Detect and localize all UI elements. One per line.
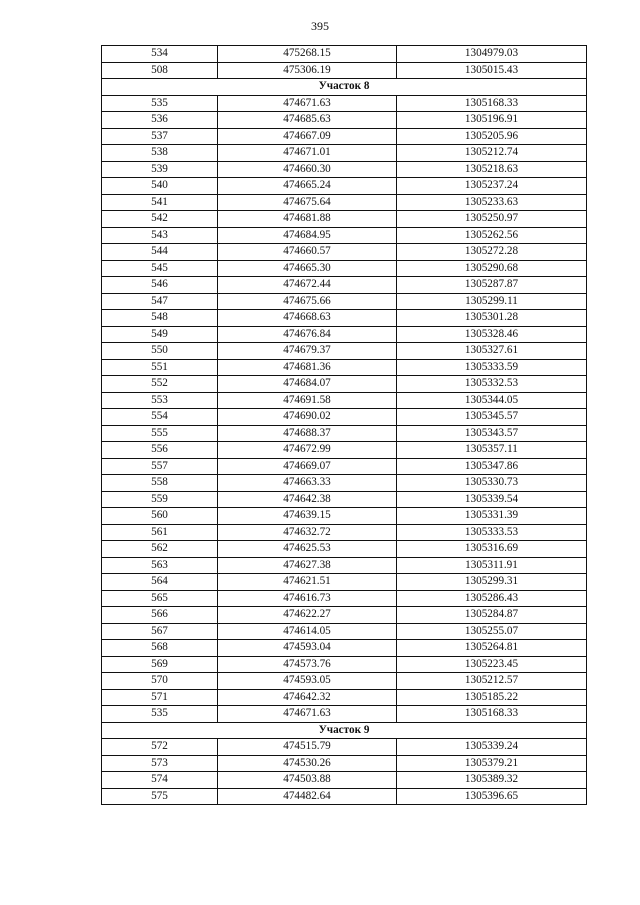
table-row — [102, 112, 587, 129]
point-number-cell: 547 — [102, 293, 218, 310]
table-row — [102, 673, 587, 690]
y-coordinate-cell: 1305284.87 — [397, 607, 587, 624]
table-row — [102, 145, 587, 162]
x-coordinate-cell: 474503.88 — [218, 772, 397, 789]
table-row — [102, 260, 587, 277]
table-row — [102, 739, 587, 756]
table-row — [102, 277, 587, 294]
x-coordinate-cell: 474614.05 — [218, 623, 397, 640]
x-coordinate-cell: 475306.19 — [218, 62, 397, 79]
table-row — [102, 788, 587, 805]
y-coordinate-cell: 1305250.97 — [397, 211, 587, 228]
table-row — [102, 310, 587, 327]
x-coordinate-cell: 474691.58 — [218, 392, 397, 409]
point-number-cell: 534 — [102, 46, 218, 63]
x-coordinate-cell: 474530.26 — [218, 755, 397, 772]
point-number-cell: 535 — [102, 706, 218, 723]
table-row — [102, 343, 587, 360]
y-coordinate-cell: 1305316.69 — [397, 541, 587, 558]
table-row — [102, 227, 587, 244]
x-coordinate-cell: 474669.07 — [218, 458, 397, 475]
y-coordinate-cell: 1305264.81 — [397, 640, 587, 657]
section-header-row — [102, 79, 587, 96]
table-row — [102, 194, 587, 211]
table-row — [102, 409, 587, 426]
x-coordinate-cell: 474593.04 — [218, 640, 397, 657]
point-number-cell: 560 — [102, 508, 218, 525]
point-number-cell: 571 — [102, 689, 218, 706]
y-coordinate-cell: 1305196.91 — [397, 112, 587, 129]
x-coordinate-cell: 474515.79 — [218, 739, 397, 756]
x-coordinate-cell: 474573.76 — [218, 656, 397, 673]
table-row — [102, 46, 587, 63]
page-number: 395 — [311, 19, 329, 33]
point-number-cell: 548 — [102, 310, 218, 327]
y-coordinate-cell: 1305287.87 — [397, 277, 587, 294]
x-coordinate-cell: 474665.24 — [218, 178, 397, 195]
y-coordinate-cell: 1305332.53 — [397, 376, 587, 393]
point-number-cell: 535 — [102, 95, 218, 112]
y-coordinate-cell: 1305311.91 — [397, 557, 587, 574]
point-number-cell: 543 — [102, 227, 218, 244]
x-coordinate-cell: 475268.15 — [218, 46, 397, 63]
x-coordinate-cell: 474660.30 — [218, 161, 397, 178]
y-coordinate-cell: 1305168.33 — [397, 706, 587, 723]
y-coordinate-cell: 1305301.28 — [397, 310, 587, 327]
x-coordinate-cell: 474684.07 — [218, 376, 397, 393]
point-number-cell: 565 — [102, 590, 218, 607]
x-coordinate-cell: 474625.53 — [218, 541, 397, 558]
y-coordinate-cell: 1305331.39 — [397, 508, 587, 525]
point-number-cell: 536 — [102, 112, 218, 129]
x-coordinate-cell: 474676.84 — [218, 326, 397, 343]
y-coordinate-cell: 1305339.54 — [397, 491, 587, 508]
x-coordinate-cell: 474672.44 — [218, 277, 397, 294]
y-coordinate-cell: 1305237.24 — [397, 178, 587, 195]
point-number-cell: 550 — [102, 343, 218, 360]
x-coordinate-cell: 474690.02 — [218, 409, 397, 426]
y-coordinate-cell: 1304979.03 — [397, 46, 587, 63]
section-title: Участок 9 — [102, 722, 587, 739]
y-coordinate-cell: 1305333.53 — [397, 524, 587, 541]
section-title: Участок 8 — [102, 79, 587, 96]
point-number-cell: 542 — [102, 211, 218, 228]
x-coordinate-cell: 474667.09 — [218, 128, 397, 145]
section-header-row — [102, 722, 587, 739]
table-row — [102, 442, 587, 459]
table-row — [102, 640, 587, 657]
table-row — [102, 178, 587, 195]
x-coordinate-cell: 474622.27 — [218, 607, 397, 624]
x-coordinate-cell: 474668.63 — [218, 310, 397, 327]
y-coordinate-cell: 1305327.61 — [397, 343, 587, 360]
point-number-cell: 557 — [102, 458, 218, 475]
y-coordinate-cell: 1305344.05 — [397, 392, 587, 409]
x-coordinate-cell: 474671.01 — [218, 145, 397, 162]
point-number-cell: 539 — [102, 161, 218, 178]
point-number-cell: 564 — [102, 574, 218, 591]
x-coordinate-cell: 474681.88 — [218, 211, 397, 228]
table-row — [102, 491, 587, 508]
table-row — [102, 244, 587, 261]
table-row — [102, 541, 587, 558]
y-coordinate-cell: 1305272.28 — [397, 244, 587, 261]
point-number-cell: 556 — [102, 442, 218, 459]
table-row — [102, 508, 587, 525]
x-coordinate-cell: 474675.64 — [218, 194, 397, 211]
point-number-cell: 573 — [102, 755, 218, 772]
table-row — [102, 706, 587, 723]
point-number-cell: 540 — [102, 178, 218, 195]
y-coordinate-cell: 1305212.57 — [397, 673, 587, 690]
table-row — [102, 772, 587, 789]
x-coordinate-cell: 474688.37 — [218, 425, 397, 442]
point-number-cell: 568 — [102, 640, 218, 657]
point-number-cell: 508 — [102, 62, 218, 79]
point-number-cell: 538 — [102, 145, 218, 162]
x-coordinate-cell: 474660.57 — [218, 244, 397, 261]
table-row — [102, 755, 587, 772]
point-number-cell: 569 — [102, 656, 218, 673]
y-coordinate-cell: 1305168.33 — [397, 95, 587, 112]
y-coordinate-cell: 1305357.11 — [397, 442, 587, 459]
x-coordinate-cell: 474671.63 — [218, 706, 397, 723]
y-coordinate-cell: 1305339.24 — [397, 739, 587, 756]
point-number-cell: 553 — [102, 392, 218, 409]
table-row — [102, 475, 587, 492]
table-row — [102, 161, 587, 178]
table-row — [102, 524, 587, 541]
table-row — [102, 458, 587, 475]
y-coordinate-cell: 1305205.96 — [397, 128, 587, 145]
point-number-cell: 559 — [102, 491, 218, 508]
y-coordinate-cell: 1305212.74 — [397, 145, 587, 162]
point-number-cell: 575 — [102, 788, 218, 805]
point-number-cell: 549 — [102, 326, 218, 343]
x-coordinate-cell: 474642.38 — [218, 491, 397, 508]
point-number-cell: 562 — [102, 541, 218, 558]
x-coordinate-cell: 474679.37 — [218, 343, 397, 360]
y-coordinate-cell: 1305299.11 — [397, 293, 587, 310]
x-coordinate-cell: 474593.05 — [218, 673, 397, 690]
x-coordinate-cell: 474684.95 — [218, 227, 397, 244]
table-row — [102, 590, 587, 607]
point-number-cell: 572 — [102, 739, 218, 756]
point-number-cell: 555 — [102, 425, 218, 442]
table-row — [102, 574, 587, 591]
y-coordinate-cell: 1305333.59 — [397, 359, 587, 376]
y-coordinate-cell: 1305255.07 — [397, 623, 587, 640]
x-coordinate-cell: 474621.51 — [218, 574, 397, 591]
y-coordinate-cell: 1305389.32 — [397, 772, 587, 789]
y-coordinate-cell: 1305223.45 — [397, 656, 587, 673]
table-row — [102, 359, 587, 376]
x-coordinate-cell: 474685.63 — [218, 112, 397, 129]
table-row — [102, 557, 587, 574]
y-coordinate-cell: 1305347.86 — [397, 458, 587, 475]
table-row — [102, 607, 587, 624]
y-coordinate-cell: 1305328.46 — [397, 326, 587, 343]
x-coordinate-cell: 474665.30 — [218, 260, 397, 277]
table-row — [102, 689, 587, 706]
table-row — [102, 656, 587, 673]
point-number-cell: 545 — [102, 260, 218, 277]
x-coordinate-cell: 474482.64 — [218, 788, 397, 805]
x-coordinate-cell: 474616.73 — [218, 590, 397, 607]
y-coordinate-cell: 1305396.65 — [397, 788, 587, 805]
point-number-cell: 567 — [102, 623, 218, 640]
x-coordinate-cell: 474671.63 — [218, 95, 397, 112]
y-coordinate-cell: 1305343.57 — [397, 425, 587, 442]
point-number-cell: 546 — [102, 277, 218, 294]
x-coordinate-cell: 474639.15 — [218, 508, 397, 525]
x-coordinate-cell: 474675.66 — [218, 293, 397, 310]
point-number-cell: 541 — [102, 194, 218, 211]
y-coordinate-cell: 1305345.57 — [397, 409, 587, 426]
y-coordinate-cell: 1305286.43 — [397, 590, 587, 607]
x-coordinate-cell: 474681.36 — [218, 359, 397, 376]
point-number-cell: 566 — [102, 607, 218, 624]
table-row — [102, 62, 587, 79]
x-coordinate-cell: 474663.33 — [218, 475, 397, 492]
point-number-cell: 544 — [102, 244, 218, 261]
coordinates-table — [101, 45, 587, 805]
point-number-cell: 554 — [102, 409, 218, 426]
point-number-cell: 561 — [102, 524, 218, 541]
y-coordinate-cell: 1305379.21 — [397, 755, 587, 772]
table-row — [102, 326, 587, 343]
point-number-cell: 552 — [102, 376, 218, 393]
table-row — [102, 128, 587, 145]
table-row — [102, 425, 587, 442]
table-row — [102, 293, 587, 310]
point-number-cell: 551 — [102, 359, 218, 376]
point-number-cell: 570 — [102, 673, 218, 690]
y-coordinate-cell: 1305330.73 — [397, 475, 587, 492]
x-coordinate-cell: 474627.38 — [218, 557, 397, 574]
point-number-cell: 537 — [102, 128, 218, 145]
table-row — [102, 392, 587, 409]
point-number-cell: 563 — [102, 557, 218, 574]
table-row — [102, 211, 587, 228]
table-row — [102, 623, 587, 640]
y-coordinate-cell: 1305015.43 — [397, 62, 587, 79]
table-row — [102, 95, 587, 112]
y-coordinate-cell: 1305233.63 — [397, 194, 587, 211]
y-coordinate-cell: 1305185.22 — [397, 689, 587, 706]
y-coordinate-cell: 1305290.68 — [397, 260, 587, 277]
y-coordinate-cell: 1305262.56 — [397, 227, 587, 244]
table-row — [102, 376, 587, 393]
x-coordinate-cell: 474632.72 — [218, 524, 397, 541]
point-number-cell: 558 — [102, 475, 218, 492]
point-number-cell: 574 — [102, 772, 218, 789]
y-coordinate-cell: 1305299.31 — [397, 574, 587, 591]
y-coordinate-cell: 1305218.63 — [397, 161, 587, 178]
x-coordinate-cell: 474672.99 — [218, 442, 397, 459]
coordinates-table-body — [102, 46, 587, 805]
x-coordinate-cell: 474642.32 — [218, 689, 397, 706]
